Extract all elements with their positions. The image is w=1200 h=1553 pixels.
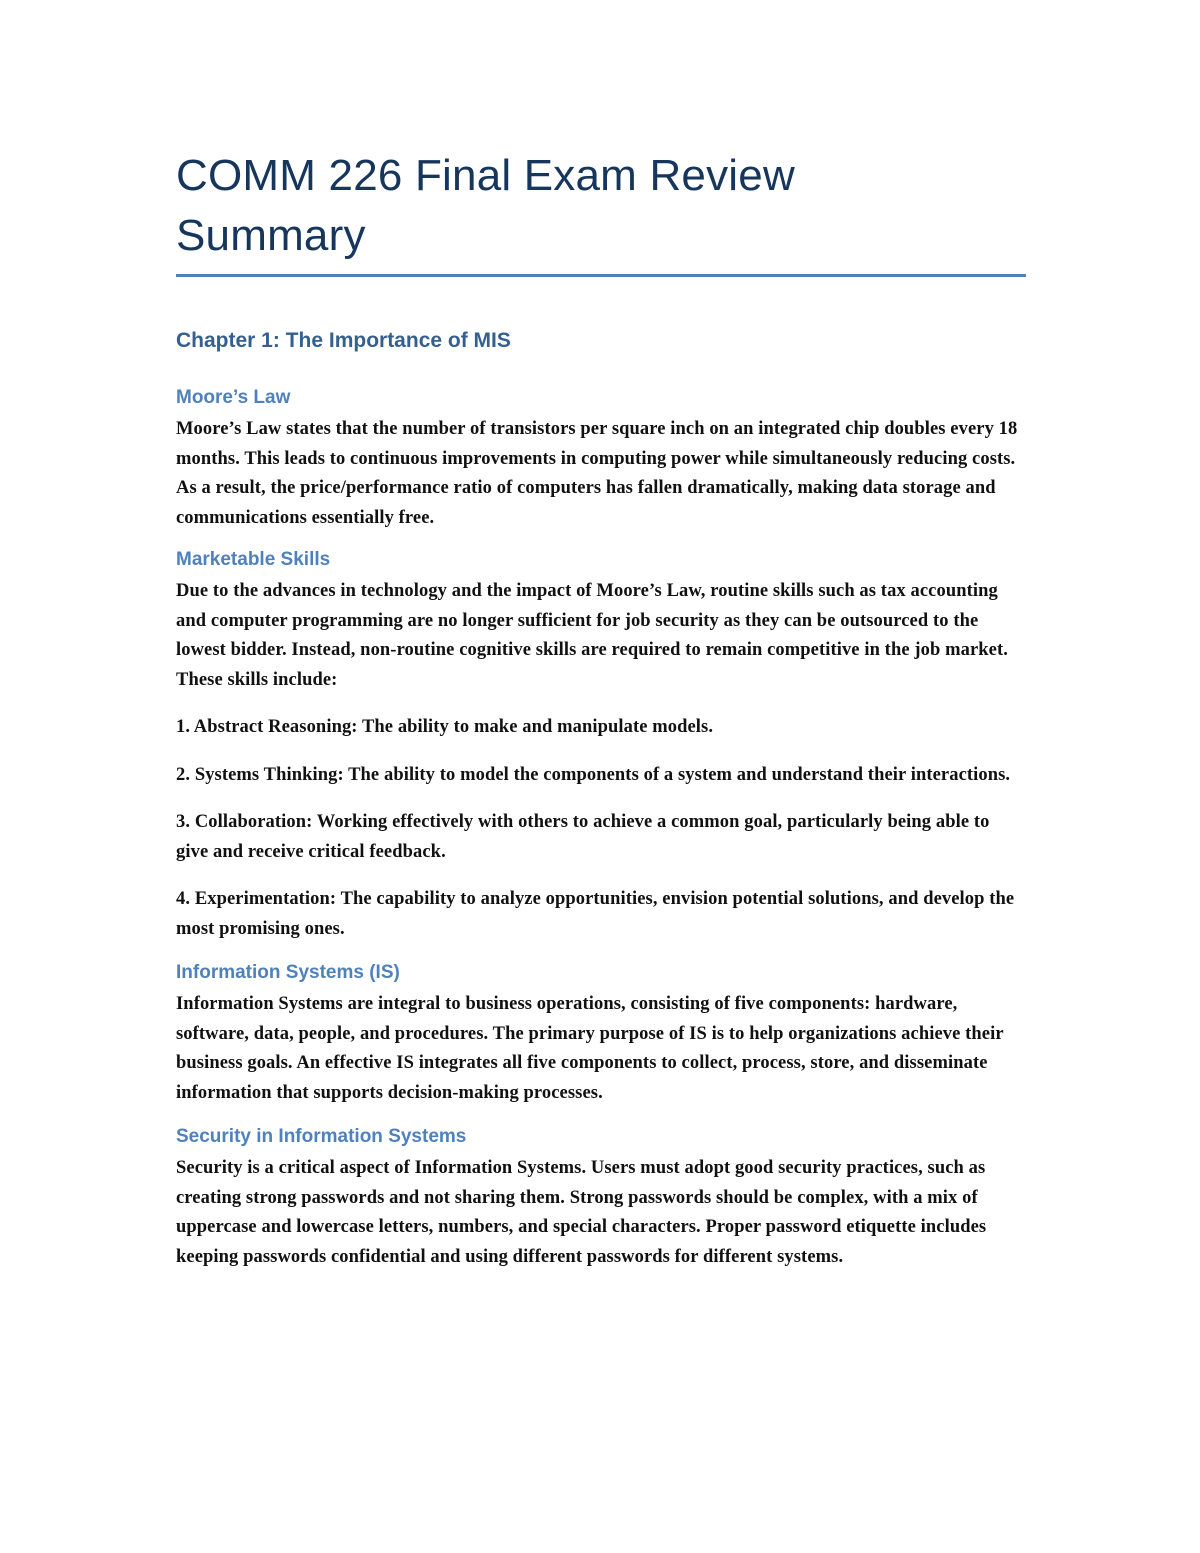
section-heading-moores-law: Moore’s Law <box>176 387 291 408</box>
paragraph-moores-law: Moore’s Law states that the number of transistors per square inch on an integrated chip doubles every 18 months. This leads to continuous improvements in computing power while simultaneously reducing costs. As a result, the price/performance ratio of computers has fallen dramatically, making data storage and communications essentially free. <box>176 419 1018 528</box>
document-title-line-1: COMM 226 Final Exam Review <box>176 151 795 200</box>
list-item-text: Experimentation: The capability to analyze opportunities, envision potential solutions, and develop the most promising ones. <box>176 889 1015 939</box>
document-title-line-2: Summary <box>176 211 366 260</box>
title-underline-rule <box>176 274 1026 277</box>
section-heading-security: Security in Information Systems <box>176 1126 467 1147</box>
section-heading-marketable-skills: Marketable Skills <box>176 549 331 570</box>
list-item-number: 2. <box>176 764 191 785</box>
list-item-text: Collaboration: Working effectively with others to achieve a common goal, particularly being able to give and receive critical feedback. <box>176 812 990 862</box>
list-item-number: 4. <box>176 889 191 909</box>
list-item <box>176 713 1026 743</box>
paragraph-information-systems: Information Systems are integral to business operations, consisting of five components: hardware, software, data, people, and procedures. The primary purpose of IS is to help organizations achieve their business goals. An effective IS integrates all five components to collect, process, store, and disseminate information that supports decision-making processes. <box>176 994 1004 1103</box>
list-item <box>176 761 1026 791</box>
list-item-text: Systems Thinking: The ability to model the components of a system and understand their interactions. <box>194 764 1011 785</box>
chapter-heading: Chapter 1: The Importance of MIS <box>176 329 511 352</box>
paragraph-security: Security is a critical aspect of Information Systems. Users must adopt good security practices, such as creating strong passwords and not sharing them. Strong passwords should be complex, with a mix of uppercase and lowercase letters, numbers, and special characters. Proper password etiquette includes keeping passwords confidential and using different passwords for different systems. <box>176 1158 987 1267</box>
document-title <box>176 146 1026 266</box>
section-heading-information-systems: Information Systems (IS) <box>176 962 400 983</box>
list-item <box>176 808 1026 867</box>
list-item-number: 3. <box>176 812 191 832</box>
list-item-number: 1. <box>176 717 191 737</box>
paragraph-marketable-skills: Due to the advances in technology and the impact of Moore’s Law, routine skills such as tax accounting and computer programming are no longer sufficient for job security as they can be outsourced to the lowest bidder. Instead, non-routine cognitive skills are required to remain competitive in the job market. These skills include: <box>176 581 1008 690</box>
list-item-text: Abstract Reasoning: The ability to make and manipulate models. <box>193 717 714 737</box>
document-content <box>176 146 1026 1272</box>
list-item <box>176 885 1026 944</box>
